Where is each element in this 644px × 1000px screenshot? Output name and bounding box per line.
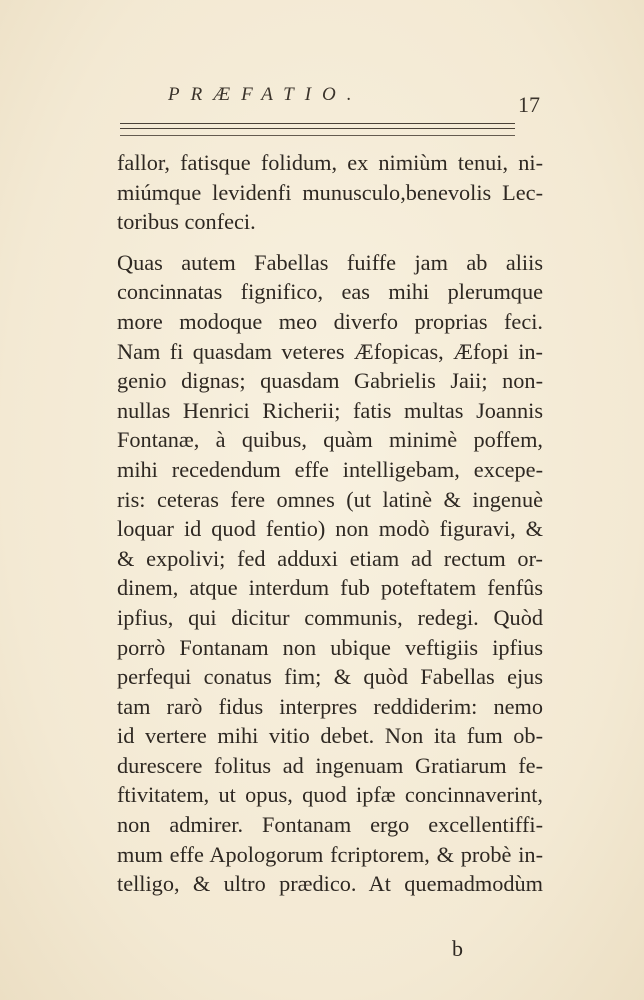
text-line: tam rarò fidus interpres reddiderim: nemo	[117, 693, 543, 719]
signature-mark: b	[452, 936, 463, 961]
text-line: mum effe Apologorum fcriptorem, & probè in-	[117, 841, 543, 867]
text-line: more modoque meo diverfo proprias feci.	[117, 308, 543, 334]
header-rule-thick	[120, 123, 515, 124]
text-line: non admirer. Fontanam ergo excellentiffi-	[117, 812, 543, 838]
body-text	[117, 148, 543, 899]
text-line: miúmque levidenfi munusculo,benevolis Lec-	[117, 179, 543, 205]
text-line: mihi recedendum effe intelligebam, excepe-	[117, 456, 543, 482]
text-line: Fontanæ, à quibus, quàm minimè poffem,	[117, 427, 543, 453]
text-line: concinnatas fignifico, eas mihi plerumque	[117, 279, 543, 305]
text-line: durescere folitus ad ingenuam Gratiarum fe-	[117, 752, 543, 778]
page-number: 17	[518, 92, 540, 117]
text-line: toribus confeci.	[117, 209, 256, 235]
text-line: ipfius, qui dicitur communis, redegi. Quòd	[117, 604, 543, 630]
text-line: nullas Henrici Richerii; fatis multas Joannis	[117, 397, 543, 423]
text-line: & expolivi; fed adduxi etiam ad rectum or-	[117, 545, 543, 571]
text-line: dinem, atque interdum fub poteftatem fenfûs	[117, 575, 543, 601]
text-line: loquar id quod fentio) non modò figuravi, &	[117, 516, 543, 542]
text-line: ftivitatem, ut opus, quod ipfæ concinnaverint,	[117, 782, 543, 808]
header-rule-middle	[120, 128, 515, 129]
text-line: ris: ceteras fere omnes (ut latinè & ingenuè	[117, 486, 543, 512]
text-line: perfequi conatus fim; & quòd Fabellas ejus	[117, 664, 543, 690]
text-line: telligo, & ultro prædico. At quemadmodùm	[117, 871, 543, 897]
text-line: genio dignas; quasdam Gabrielis Jaii; non-	[117, 368, 543, 394]
text-line: fallor, fatisque folidum, ex nimiùm tenui, ni-	[117, 150, 543, 175]
text-line: porrò Fontanam non ubique veftigiis ipfius	[117, 634, 543, 660]
header-rule-thin	[120, 135, 515, 136]
running-head: PRÆFATIO.	[168, 84, 363, 105]
text-line: Quas autem Fabellas fuiffe jam ab aliis	[117, 249, 543, 275]
text-line: id vertere mihi vitio debet. Non ita fum ob-	[117, 723, 543, 749]
text-line: Nam fi quasdam veteres Æfopicas, Æfopi in-	[117, 338, 543, 364]
